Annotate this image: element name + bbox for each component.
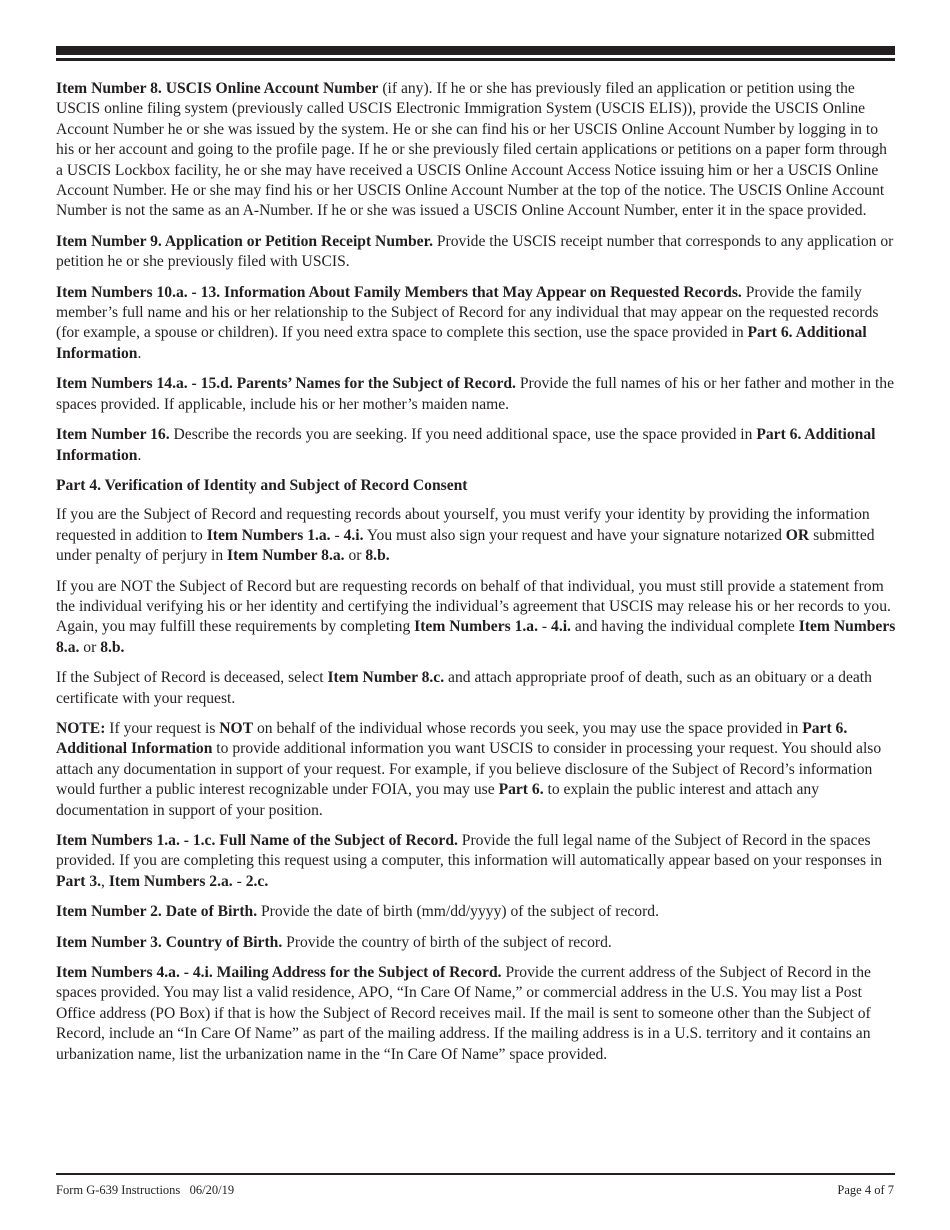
item-1a-1c-ref-3: 2.c. — [245, 872, 269, 890]
item-16-end: . — [137, 446, 142, 464]
item-1a-1c-text-2: , — [101, 872, 109, 890]
note-text-3: to provide additional information you want USCIS to consider in processing your request. You should also attach any documentation in support of your request. For example, if you believe disclosure of the Subject of Record’s information would further a public interest recognizable under FOIA, you may use — [56, 740, 882, 799]
note-label: NOTE: — [56, 719, 106, 737]
item-9-text: Provide the USCIS receipt number that corresponds to any application or petition he or she previously filed with USCIS. — [56, 232, 894, 271]
item-9-paragraph — [56, 232, 896, 273]
item-1a-1c-text-1: Provide the full legal name of the Subject of Record in the spaces provided. If you are completing this request using a computer, this information will automatically appear based on your responses in — [56, 832, 883, 870]
part-4-p2-ref-2: 4.i. — [551, 618, 571, 636]
note-ref-part-6-short: Part 6. — [498, 781, 544, 799]
item-2-paragraph — [56, 902, 896, 922]
part-4-p1-ref-2: 4.i. — [343, 526, 364, 544]
item-10-13-ref: Part 6. Additional Information — [56, 324, 867, 362]
part-4-p1-text-1: If you are the Subject of Record and requesting records about yourself, you must verify your identity by providing the information requested in addition to — [56, 506, 870, 544]
part-4-p3-text-2: and attach appropriate proof of death, such as an obituary or a death certificate with your request. — [56, 669, 872, 707]
part-4-p3-text-1: If the Subject of Record is deceased, select — [56, 669, 328, 687]
footer-rule — [56, 1173, 895, 1175]
item-10-13-label: Item Numbers 10.a. - 13. Information About Family Members that May Appear on Requested Records. — [56, 283, 742, 301]
part-4-p1-text-3: You must also sign your request and have your signature notarized — [363, 526, 786, 544]
note-paragraph — [56, 719, 896, 821]
item-16-label: Item Number 16. — [56, 426, 170, 444]
page-content — [56, 79, 896, 1075]
item-16-paragraph — [56, 425, 896, 466]
item-1a-1c-text-3: - — [232, 872, 246, 890]
item-1a-1c-paragraph — [56, 831, 896, 892]
note-ref-part-6: Part 6. Additional Information — [56, 719, 848, 758]
item-8-paragraph — [56, 79, 896, 222]
part-4-p2-ref-4: 8.b. — [100, 638, 125, 656]
item-2-text: Provide the date of birth (mm/dd/yyyy) of the subject of record. — [257, 903, 659, 921]
part-4-p2-text-2: - — [538, 618, 552, 636]
note-text-1: If your request is — [105, 719, 220, 737]
item-8-label: Item Number 8. USCIS Online Account Number — [56, 80, 379, 97]
part-4-p1-text-4: submitted under penalty of perjury in — [56, 526, 875, 565]
item-16-text: Describe the records you are seeking. If you need additional space, use the space provided in — [169, 426, 757, 444]
part-4-p1-text-5: or — [344, 547, 366, 565]
part-4-p2-ref-1: Item Numbers 1.a. — [414, 618, 539, 636]
item-16-ref: Part 6. Additional Information — [56, 426, 876, 464]
item-14-15-label: Item Numbers 14.a. - 15.d. Parents’ Names for the Subject of Record. — [56, 375, 516, 393]
item-9-label: Item Number 9. Application or Petition Receipt Number. — [56, 232, 433, 250]
part-4-p1-text-2: - — [330, 526, 344, 544]
top-rule-thin — [56, 58, 895, 61]
part-4-p2-ref-3: Item Numbers 8.a. — [56, 618, 896, 656]
item-14-15-paragraph — [56, 374, 896, 415]
item-1a-1c-ref-2: Item Numbers 2.a. — [108, 872, 233, 890]
item-4a-4i-paragraph — [56, 963, 896, 1065]
part-4-paragraph-3 — [56, 668, 896, 709]
item-1a-1c-label: Item Numbers 1.a. - 1.c. Full Name of the Subject of Record. — [56, 832, 458, 849]
item-14-15-text: Provide the full names of his or her father and mother in the spaces provided. If applicable, include his or her mother’s maiden name. — [56, 375, 894, 413]
part-4-p1-ref-1: Item Numbers 1.a. — [206, 526, 331, 544]
item-10-13-text: Provide the family member’s full name and his or her relationship to the Subject of Record for any individual that may appear on the requested records (for example, a spouse or children). If you need extra space to complete this section, use the space provided in — [56, 283, 879, 342]
part-4-p2-text-4: or — [79, 638, 101, 656]
item-8-qualifier: (if any). — [378, 80, 433, 97]
item-4a-4i-text: Provide the current address of the Subject of Record in the spaces provided. You may list a valid residence, APO, “In Care Of Name,” or commercial address in the U.S. You may list a Post Office address (PO Box) if that is how the Subject of Record receives mail. If the mail is sent to someone other than the Subject of Record, include an “In Care Of Name” as part of the mailing address. If the mailing address is in a U.S. territory and it contains an urbanization name, list the urbanization name in the “In Care Of Name” space provided. — [56, 964, 871, 1063]
item-1a-1c-ref-1: Part 3. — [56, 872, 102, 890]
footer-form-id: Form G-639 Instructions 06/20/19 — [56, 1183, 235, 1197]
item-3-text: Provide the country of birth of the subject of record. — [282, 933, 612, 951]
part-4-heading: Part 4. Verification of Identity and Subject of Record Consent — [56, 476, 468, 494]
part-4-p1-ref-3: OR — [785, 526, 810, 544]
note-text-2: on behalf of the individual whose records you seek, you may use the space provided in — [253, 719, 803, 737]
top-rule-thick — [56, 46, 895, 55]
part-4-p1-ref-4: Item Number 8.a. — [227, 547, 345, 565]
note-text-4: to explain the public interest and attach any documentation in support of your position. — [56, 781, 819, 819]
note-emphasis-not: NOT — [219, 719, 254, 737]
item-10-13-paragraph — [56, 283, 896, 365]
part-4-paragraph-2 — [56, 577, 896, 659]
item-4a-4i-label: Item Numbers 4.a. - 4.i. Mailing Address for the Subject of Record. — [56, 964, 502, 982]
part-4-p1-ref-5: 8.b. — [365, 547, 390, 565]
item-3-paragraph — [56, 933, 896, 953]
part-4-p2-text-1: If you are NOT the Subject of Record but are requesting records on behalf of that individual, you must still provide a statement from the individual verifying his or her identity and certifying the individual’s agreement that USCIS may release his or her records to you. Again, you may fulfill these requirements by completing — [56, 577, 891, 636]
part-4-p2-text-3: and having the individual complete — [570, 618, 799, 636]
item-3-label: Item Number 3. Country of Birth. — [56, 933, 283, 951]
footer-page-number: Page 4 of 7 — [837, 1183, 894, 1197]
part-4-paragraph-1 — [56, 505, 896, 566]
item-10-13-end: . — [137, 344, 142, 362]
part-4-p3-ref-1: Item Number 8.c. — [327, 669, 445, 687]
item-2-label: Item Number 2. Date of Birth. — [56, 903, 258, 921]
item-8-text: If he or she has previously filed an application or petition using the USCIS online filing system (previously called USCIS Electronic Immigration System (USCIS ELIS)), provide the USCIS Online Account Number he or she was issued by the system. He or she can find his or her USCIS Online Account Number by logging in to his or her account and going to the profile page. If he or she previously filed certain applications or petitions on a paper form through a USCIS Lockbox facility, he or she may have received a USCIS Online Account Access Notice issuing him or her a USCIS Online Account Number. He or she may find his or her USCIS Online Account Number at the top of the notice. The USCIS Online Account Number is not the same as an A-Number. If he or she was issued a USCIS Online Account Number, enter it in the space provided. — [56, 80, 887, 220]
